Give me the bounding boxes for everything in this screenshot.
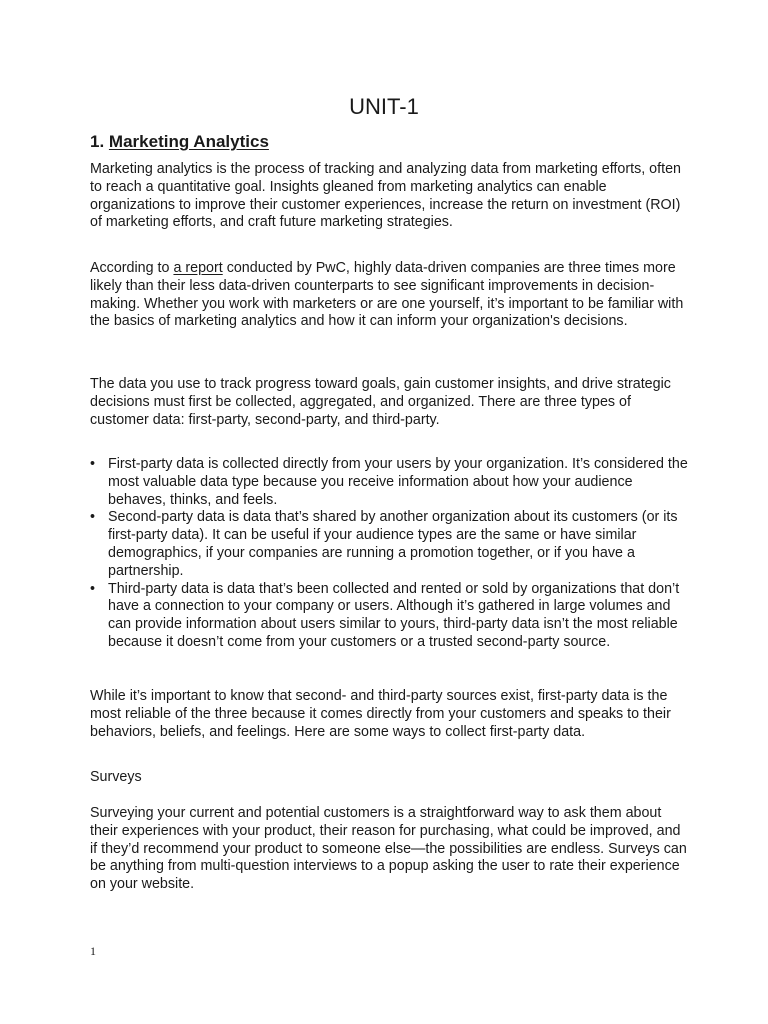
data-types-list [90,456,690,652]
pwc-report-paragraph [90,260,690,331]
section-heading [90,130,269,154]
page-number: 1 [90,944,96,958]
unit-title: UNIT-1 [349,94,419,119]
intro-paragraph: Marketing analytics is the process of tracking and analyzing data from marketing efforts, often to reach a quantitative goal. Insights gleaned from marketing analytics can enable organizations to improve their customer experiences, increase the return on investment (ROI) of marketing efforts, and craft future marketing strategies. [90,161,681,231]
bullet-icon: • [90,509,96,526]
list-item-first-party [90,456,690,509]
list-item-text: Third-party data is data that’s been collected and rented or sold by organizations that don’t have a connection to your company or users. Although it’s gathered in large volumes and can provide information about users similar to yours, third-party data isn’t the most reliable because it doesn’t come from your customers or a trusted second-party source. [108,580,680,650]
list-item-third-party [90,581,690,652]
list-item-second-party [90,509,690,580]
report-link[interactable]: a report [173,260,223,276]
section-number: 1. [90,132,105,151]
paragraph-text: conducted by PwC, highly data-driven companies are three times more likely than their less data-driven counterparts to see significant improvements in decision-making. Whether you work with marketers or are one yourself, it’s important to be familiar with the basics of marketing analytics and how it can inform your organization's decisions. [90,260,684,330]
first-party-paragraph: While it’s important to know that second- and third-party sources exist, first-party data is the most reliable of the three because it comes directly from your customers and speaks to their behaviors, beliefs, and feelings. Here are some ways to collect first-party data. [90,688,671,740]
surveys-paragraph: Surveying your current and potential customers is a straightforward way to ask them about their experiences with your product, their reason for purchasing, what could be improved, and if they’d recommend your product to someone else—the possibilities are endless. Surveys can be anything from multi-question interviews to a popup asking the user to rate their experience on your website. [90,805,687,893]
list-item-text: Second-party data is data that’s shared by another organization about its customers (or its first-party data). It can be useful if your audience types are the same or have similar demographics, if your companies are running a promotion together, or if you have a partnership. [108,509,678,579]
list-item-text: First-party data is collected directly from your users by your organization. It’s considered the most valuable data type because you receive information about how your audience behaves, thinks, and feels. [108,456,688,508]
bullet-icon: • [90,456,96,472]
data-types-paragraph: The data you use to track progress toward goals, gain customer insights, and drive strategic decisions must first be collected, aggregated, and organized. There are three types of customer data: first-party, second-party, and third-party. [90,376,671,428]
bullet-icon: • [90,580,96,597]
paragraph-text: According to [90,260,174,276]
surveys-subheading: Surveys [90,769,142,785]
section-heading-text: Marketing Analytics [108,132,269,151]
